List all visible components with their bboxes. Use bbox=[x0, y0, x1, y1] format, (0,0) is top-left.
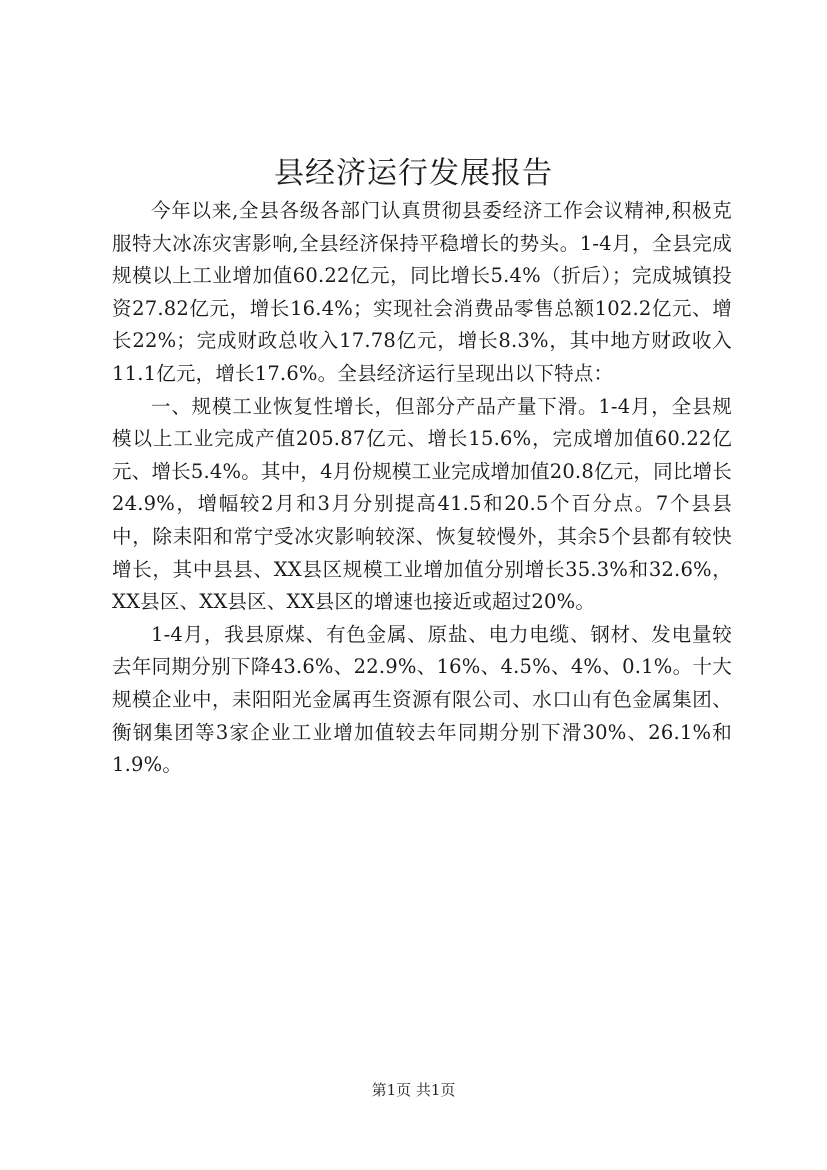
page-number-footer: 第1页 共1页 bbox=[371, 1081, 456, 1099]
document-title: 县经济运行发展报告 bbox=[274, 156, 553, 191]
paragraph-intro: 今年以来,全县各级各部门认真贯彻县委经济工作会议精神,积极克服特大冰冻灾害影响,全县经济保持平稳增长的势头。1-4月，全县完成规模以上工业增加值60.22亿元，同比增长5.4%（折后）；完成城镇投资27.82亿元，增长16.4%；实现社会消费品零售总额102.2亿元、增长22%；完成财政总收入17.78亿元，增长8.3%，其中地方财政收入11.1亿元，增长17.6%。全县经济运行呈现出以下特点： bbox=[112, 199, 732, 385]
paragraph-production-decline: 1-4月，我县原煤、有色金属、原盐、电力电缆、钢材、发电量较去年同期分别下降43.6%、22.9%、16%、4.5%、4%、0.1%。十大规模企业中，耒阳阳光金属再生资源有限公司、水口山有色金属集团、衡钢集团等3家企业工业增加值较去年同期分别下滑30%、26.1%和1.9%。 bbox=[112, 622, 732, 777]
document-body bbox=[112, 195, 732, 782]
paragraph-section-one: 一、规模工业恢复性增长，但部分产品产量下滑。1-4月，全县规模以上工业完成产值205.87亿元、增长15.6%，完成增加值60.22亿元、增长5.4%。其中，4月份规模工业完成增加值20.8亿元，同比增长24.9%，增幅较2月和3月分别提高41.5和20.5个百分点。7个县县中，除耒阳和常宁受冰灾影响较深、恢复较慢外，其余5个县都有较快增长，其中县县、XX县区规模工业增加值分别增长35.3%和32.6%，XX县区、XX县区、XX县区的增速也接近或超过20%。 bbox=[112, 394, 732, 614]
